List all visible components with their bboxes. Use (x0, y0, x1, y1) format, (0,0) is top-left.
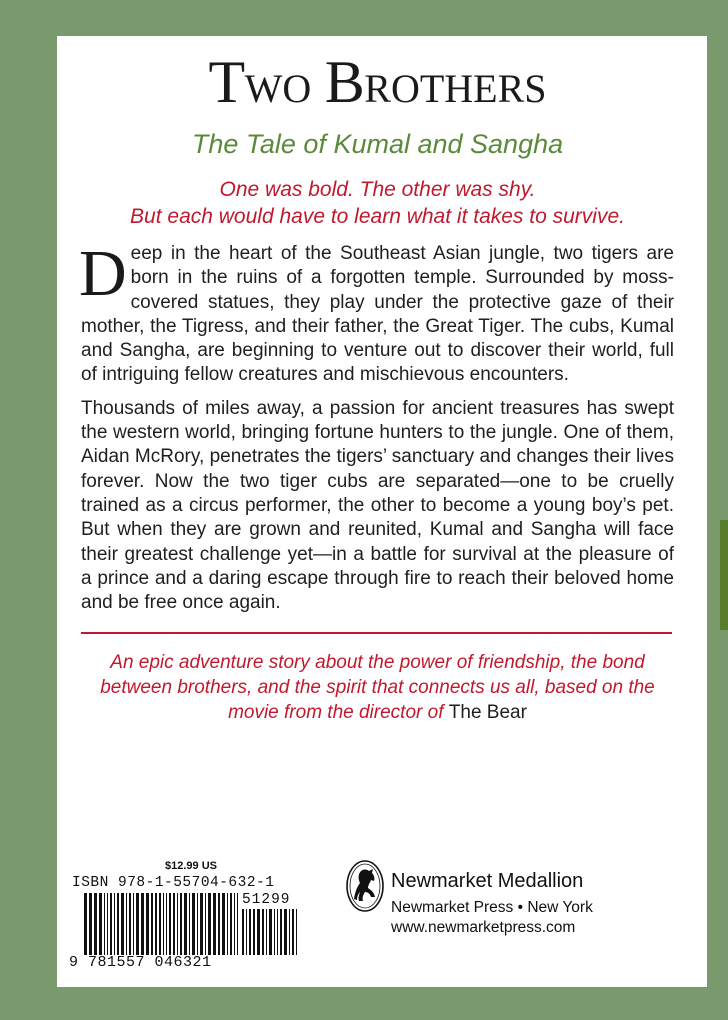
barcode-bar (89, 893, 92, 955)
spine-edge (720, 520, 728, 630)
title-letter-t: T (208, 49, 245, 115)
title-word-brothers-rest: ROTHERS (364, 66, 547, 111)
barcode-bar (159, 893, 161, 955)
publisher-imprint: Newmarket Medallion (391, 870, 584, 892)
addon-number: 51299 (242, 892, 291, 908)
publisher-url: www.newmarketpress.com (391, 919, 576, 936)
blurb (81, 650, 674, 725)
barcode-bar (99, 893, 102, 955)
barcode-bar (84, 893, 87, 955)
book-subtitle: The Tale of Kumal and Sangha (191, 129, 564, 159)
barcode-bar (227, 893, 228, 955)
barcode-bar (266, 909, 267, 955)
barcode-bar (197, 893, 198, 955)
barcode-bar (246, 909, 247, 955)
barcode-bar (163, 893, 164, 955)
barcode-bar (155, 893, 157, 955)
barcode-bar (114, 893, 115, 955)
barcode-bar (169, 893, 171, 955)
barcode-bar (121, 893, 124, 955)
barcode-bar (110, 893, 112, 955)
barcode-bar (296, 909, 297, 955)
book-title (81, 49, 674, 119)
price-label: $12.99 US (165, 860, 217, 872)
barcode-bar (189, 893, 190, 955)
barcode-bar (262, 909, 264, 955)
paragraph-1-text: eep in the heart of the Southeast Asian jungle, two tigers are born in the ruins of a forgotten temple. Surrounded by moss-covered statues, they play under the protective gaze of their mother, the Tigress, and their father, the Great Tiger. The cubs, Kumal and Sangha, are beginning to venture out to discover their world, full of intriguing fellow creatures and mischievous encounters. (81, 243, 674, 386)
barcode-bar (230, 893, 232, 955)
barcode-bar (136, 893, 139, 955)
barcode-bar (173, 893, 175, 955)
title-word-two-rest: WO (244, 66, 312, 111)
tagline-line-1: One was bold. The other was shy. (219, 178, 536, 201)
tagline (81, 176, 674, 230)
barcode-bar (192, 893, 195, 955)
barcode-bar (107, 893, 108, 955)
barcode-bar (129, 893, 131, 955)
barcode-addon (242, 909, 297, 955)
barcode-bar (257, 909, 260, 955)
barcode-bar (117, 893, 119, 955)
barcode-bar (146, 893, 149, 955)
barcode-bar (104, 893, 105, 955)
barcode-bar (94, 893, 97, 955)
barcode-bar (205, 893, 206, 955)
barcode-bar (133, 893, 134, 955)
barcode-bar (249, 909, 251, 955)
barcode-bar (180, 893, 182, 955)
horse-medallion-icon (345, 859, 385, 913)
synopsis (79, 237, 674, 615)
divider-rule (81, 632, 672, 634)
barcode-bar (177, 893, 178, 955)
barcode-bar (213, 893, 216, 955)
barcode-bar (184, 893, 187, 955)
blurb-film-title: The Bear (448, 702, 527, 724)
barcode-bar (218, 893, 220, 955)
publisher-location: Newmarket Press • New York (391, 899, 593, 916)
barcode-main (84, 893, 238, 955)
barcode-bar (292, 909, 294, 955)
bottom-section (57, 856, 707, 976)
barcode-bar (242, 909, 244, 955)
synopsis-paragraph-1 (79, 237, 674, 388)
barcode-bar (269, 909, 272, 955)
barcode-bar (126, 893, 127, 955)
barcode-bar (237, 893, 238, 955)
barcode-bar (208, 893, 211, 955)
barcode-bar (280, 909, 282, 955)
barcode-bar (141, 893, 144, 955)
barcode-bar (166, 893, 167, 955)
barcode-bar (151, 893, 153, 955)
barcode-bar (289, 909, 290, 955)
barcode-bar (234, 893, 235, 955)
isbn-label: ISBN 978-1-55704-632-1 (72, 875, 275, 891)
ean-digits: 9 781557 046321 (69, 954, 212, 971)
barcode-bar (222, 893, 225, 955)
barcode-bar (274, 909, 275, 955)
barcode-bar (277, 909, 278, 955)
barcode-bar (200, 893, 203, 955)
barcode-bar (284, 909, 287, 955)
back-cover-panel (57, 36, 707, 987)
barcode-bar (253, 909, 255, 955)
title-letter-b: B (324, 49, 365, 115)
synopsis-paragraph-2: Thousands of miles away, a passion for ancient treasures has swept the western world, bringing fortune hunters to the jungle. One of them, Aidan McRory, penetrates the tigers’ sanctuary and changes their lives forever. Now the two tiger cubs are separated—one to be cruelly trained as a circus performer, the other to become a young boy’s pet. But when they are grown and reunited, Kumal and Sangha will face their greatest challenge yet—in a battle for survival at the pleasure of a prince and a daring escape through fire to reach their beloved home and be free once again. (81, 397, 674, 614)
blurb-text: An epic adventure story about the power of friendship, the bond between brothers, and the spirit that connects us all, based on the movie from the director of (100, 652, 655, 724)
tagline-line-2: But each would have to learn what it takes to survive. (130, 205, 625, 228)
drop-cap: D (79, 237, 127, 310)
